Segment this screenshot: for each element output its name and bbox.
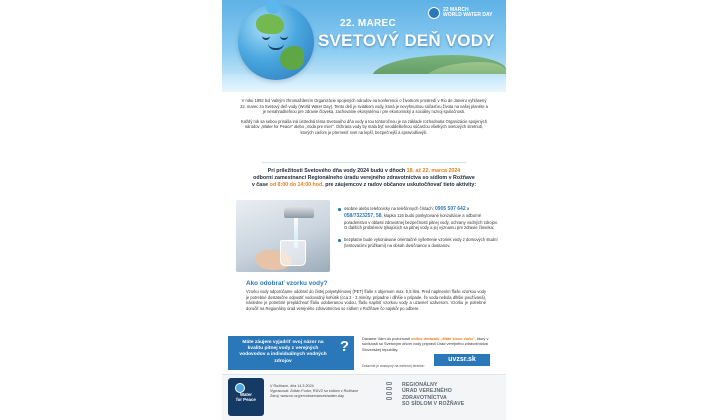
phone-number[interactable]: 058/7323257, 58 [344,212,382,219]
website-link[interactable]: uvzsr.sk [434,354,490,366]
list-item [338,206,498,231]
globe-mascot-icon [238,4,314,80]
survey-box [228,336,354,370]
logo-line-2: WORLD WATER DAY [443,12,493,18]
event-text: pre záujemcov z radov občanov uskutočňovať tieto aktivity: [325,182,477,189]
info-text: Dávame Vám do pozornosti [362,336,411,341]
eye [280,36,288,40]
faucet-shape [284,206,314,218]
globe-icon [235,383,245,393]
badge-line: for Peace [236,397,256,402]
phone-number[interactable]: 0905 507 642 [435,206,466,212]
bullet-text: a [466,206,470,211]
smiling-face [258,34,294,52]
sample-instructions: Vzorku vody odporúčame odobrať do čistej polyetylénovej (PET) fľaše s objemom max. 0,5 litra. Pred naplnením fľaše vzorkou vody je potrebné dostatočne odpustiť vodovodný kohútik (cca 2 - 3 minúty, prípadne i dlhšie v prípade, že voda nebola dlhšie používaná), následne je potrebné prepláchnuť fľašu odoberanou vodou, fľašu naplniť vzorkou vody a uzavrieť uzáverom. Vzorku je potrebné doručiť na Regionálny úrad verejného zdravotníctva so sídlom v Rožňave čo najskôr po odbere. [246,289,486,311]
eye [262,36,270,40]
bullet-text: bezplatne bude vykonávané orientačné vyšetrenie vzoriek vody z domových studní (testovacími prúžkami) na obsah dusičnanov a dusitanov. [344,237,498,248]
sample-heading: Ako odobrať vzorku vody? [246,280,328,287]
event-text: odborní zamestnanci Regionálneho úradu verejného zdravotníctva so sídlom v Rožňave [253,175,475,182]
org-name-line: SO SÍDLOM V ROŽŇAVE [402,401,465,408]
date-heading: 22. MAREC [340,18,397,29]
intro-paragraph-2: Každý rok sa sebou prináša iná ústredná téma Svetového dňa vody a tou tohtoročnou je na základe rozhodnutia Organizácie spojených národov „Water for Peace" alebo „Voda pre mier". Ochrana vody by mala byť neoddeliteľnou súčasťou všetkých svetových stretnutí, ktorých cieľom je premeniť svet na lepší, bezpečnejší a spravodlivejší. [240,118,487,135]
page-title: SVETOVÝ DEŇ VODY [318,31,495,50]
org-name-line: REGIONÁLNY [402,382,438,388]
badge-line: Water [239,392,253,397]
survey-note: Dotazník je dostupný na webovej stránke: [362,364,425,368]
world-water-day-logo [428,6,492,20]
survey-link[interactable]: online dotazník „Máte slovo vodu" [411,336,475,341]
header-banner [222,0,506,92]
poster [222,0,506,420]
question-mark-icon: ? [339,338,349,355]
footer-line: Zdroj: www.un.org/en/observances/water-day [270,394,344,398]
ruvz-name [402,382,502,408]
ruvz-logo-icon [386,382,396,410]
event-time: od 8:00 do 14:00 hod. [269,182,324,189]
info-text: , ktorý v súvislosti so Svetovým dňom vody pripravil Úrad verejného zdravotníctva Slovenskej republiky. [362,336,489,352]
footer-line: Vypracoval: Zoltán Fodor, RÚVZ so sídlom v Rožňave [270,389,359,393]
intro-paragraph-1: V roku 1992 bol Valným zhromaždením Organizácie spojených národov na konferencii o životnom prostredí v Rio de Janeiro vyhlásený 22. marec za Svetový deň vody (World Water Day). Tento deň je sviatkom vody, ktorá je nevyhnutnou súčasťou života na našej planéte a je nenahraditeľnou pre zdravie človeka, zachovanie ekosystému i pre ekonomický a sociálny rozvoj spoločnosti. [240,98,488,115]
survey-text: Máte záujem vyjadriť svoj názor na kvalitu pitnej vody z verejných vodovodov a individuálnych vodných zdrojov [239,340,327,364]
water-for-peace-badge [228,378,264,416]
footer-credits [270,384,380,399]
section-divider [262,162,466,163]
event-text: Pri príležitosti Svetového dňa vody 2024 budú v dňoch [267,168,406,174]
intro-section [240,98,488,140]
glass-shape [280,240,306,266]
list-item [338,237,498,249]
logo-line-1: 22 MARCH [443,6,469,13]
continent-shape [256,14,284,34]
event-text: v čase [251,182,269,189]
mouth [268,43,284,50]
water-glass-photo [236,200,330,272]
event-announcement [246,168,482,190]
event-dates: 18. až 22. marca 2024 [406,168,461,174]
un-emblem-icon [428,7,440,19]
bullet-text: osobne alebo telefonicky na telefónnych číslach: [344,206,434,211]
footer-line: V Rožňave, dňa 14.3.2024 [270,384,314,388]
bullet-text: , klapka 116 budú poskytované konzultácie a odborné poradenstvo v oblasti zdravotnej bezpečnosti pitnej vody, ochrany vodných zdrojov. O ďalších problémov týkajúcich sa pitnej vody a jej významu pre zdravie človeka; [344,212,498,231]
activity-list [338,206,498,255]
org-name-line: ZDRAVOTNÍCTVA [402,394,447,401]
org-name-line: ÚRAD VEREJNÉHO [402,388,452,395]
